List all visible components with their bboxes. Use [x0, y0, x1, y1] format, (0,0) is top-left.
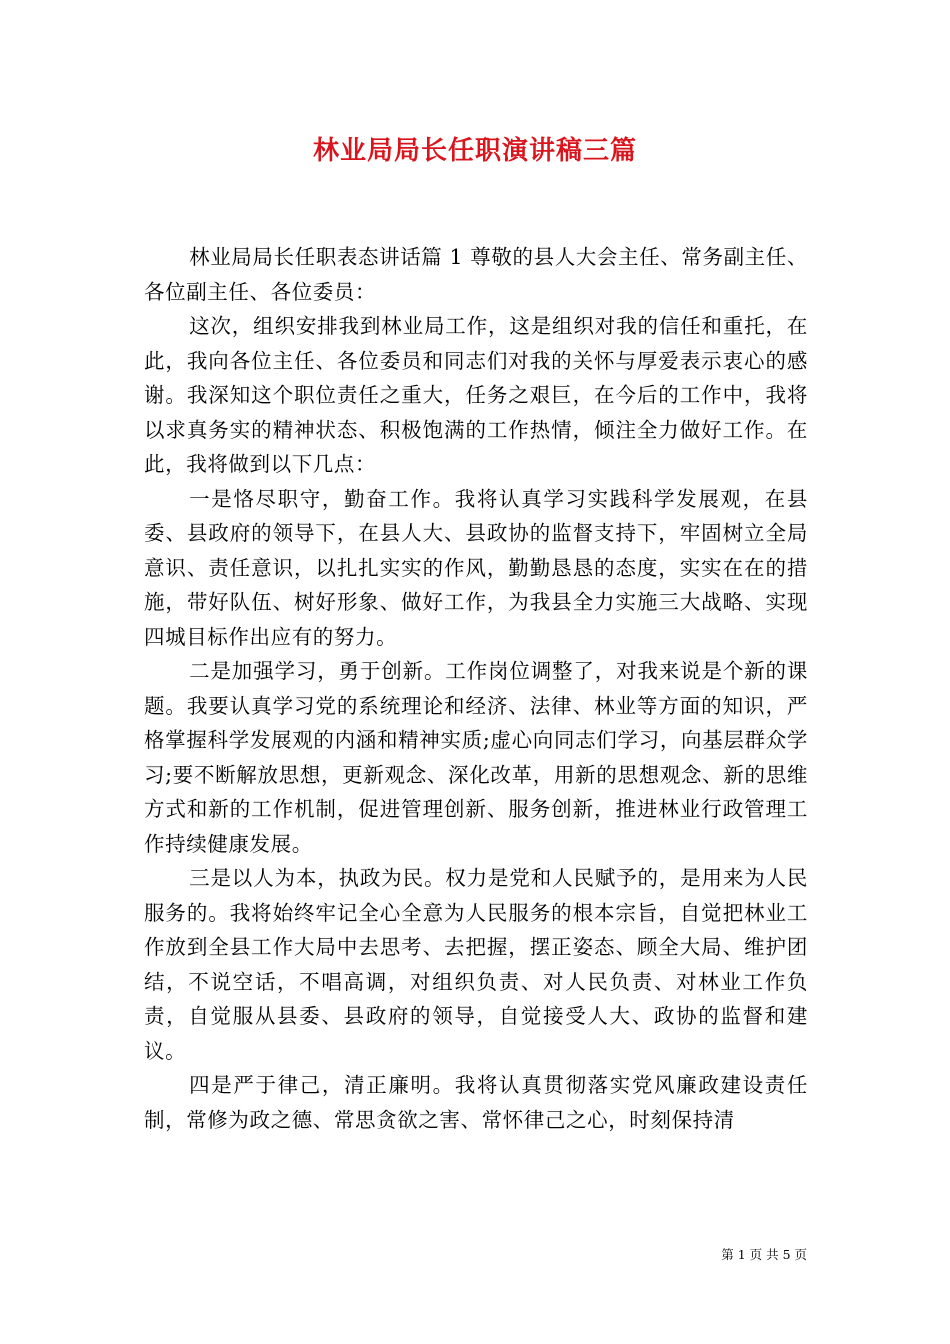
- paragraph-3: 一是恪尽职守，勤奋工作。我将认真学习实践科学发展观，在县委、县政府的领导下，在县人大、县政协的监督支持下，牢固树立全局意识、责任意识，以扎扎实实的作风，勤勤恳恳的态度，实实在在的措施，带好队伍、树好形象、做好工作，为我县全力实施三大战略、实现四城目标作出应有的努力。: [144, 486, 808, 649]
- paragraph-5: 三是以人为本，执政为民。权力是党和人民赋予的，是用来为人民服务的。我将始终牢记全心全意为人民服务的根本宗旨，自觉把林业工作放到全县工作大局中去思考、去把握，摆正姿态、顾全大局、维护团结，不说空话，不唱高调，对组织负责、对人民负责、对林业工作负责，自觉服从县委、县政府的领导，自觉接受人大、政协的监督和建议。: [144, 866, 808, 1063]
- paragraph-4: 二是加强学习，勇于创新。工作岗位调整了，对我来说是个新的课题。我要认真学习党的系统理论和经济、法律、林业等方面的知识，严格掌握科学发展观的内涵和精神实质;虚心向同志们学习，向基层群众学习;要不断解放思想，更新观念、深化改革，用新的思想观念、新的思维方式和新的工作机制，促进管理创新、服务创新，推进林业行政管理工作持续健康发展。: [144, 659, 808, 856]
- paragraph-1: 林业局局长任职表态讲话篇 1 尊敬的县人大会主任、常务副主任、各位副主任、各位委员：: [144, 245, 808, 304]
- document-title: 林业局局长任职演讲稿三篇: [312, 136, 637, 166]
- page-number-footer: 第 1 页 共 5 页: [721, 1247, 807, 1262]
- document-body: [144, 240, 808, 1137]
- paragraph-2: 这次，组织安排我到林业局工作，这是组织对我的信任和重托，在此，我向各位主任、各位委员和同志们对我的关怀与厚爱表示衷心的感谢。我深知这个职位责任之重大，任务之艰巨，在今后的工作中，我将以求真务实的精神状态、积极饱满的工作热情，倾注全力做好工作。在此，我将做到以下几点：: [144, 314, 808, 476]
- paragraph-6: 四是严于律己，清正廉明。我将认真贯彻落实党风廉政建设责任制，常修为政之德、常思贪欲之害、常怀律己之心，时刻保持清: [144, 1073, 808, 1132]
